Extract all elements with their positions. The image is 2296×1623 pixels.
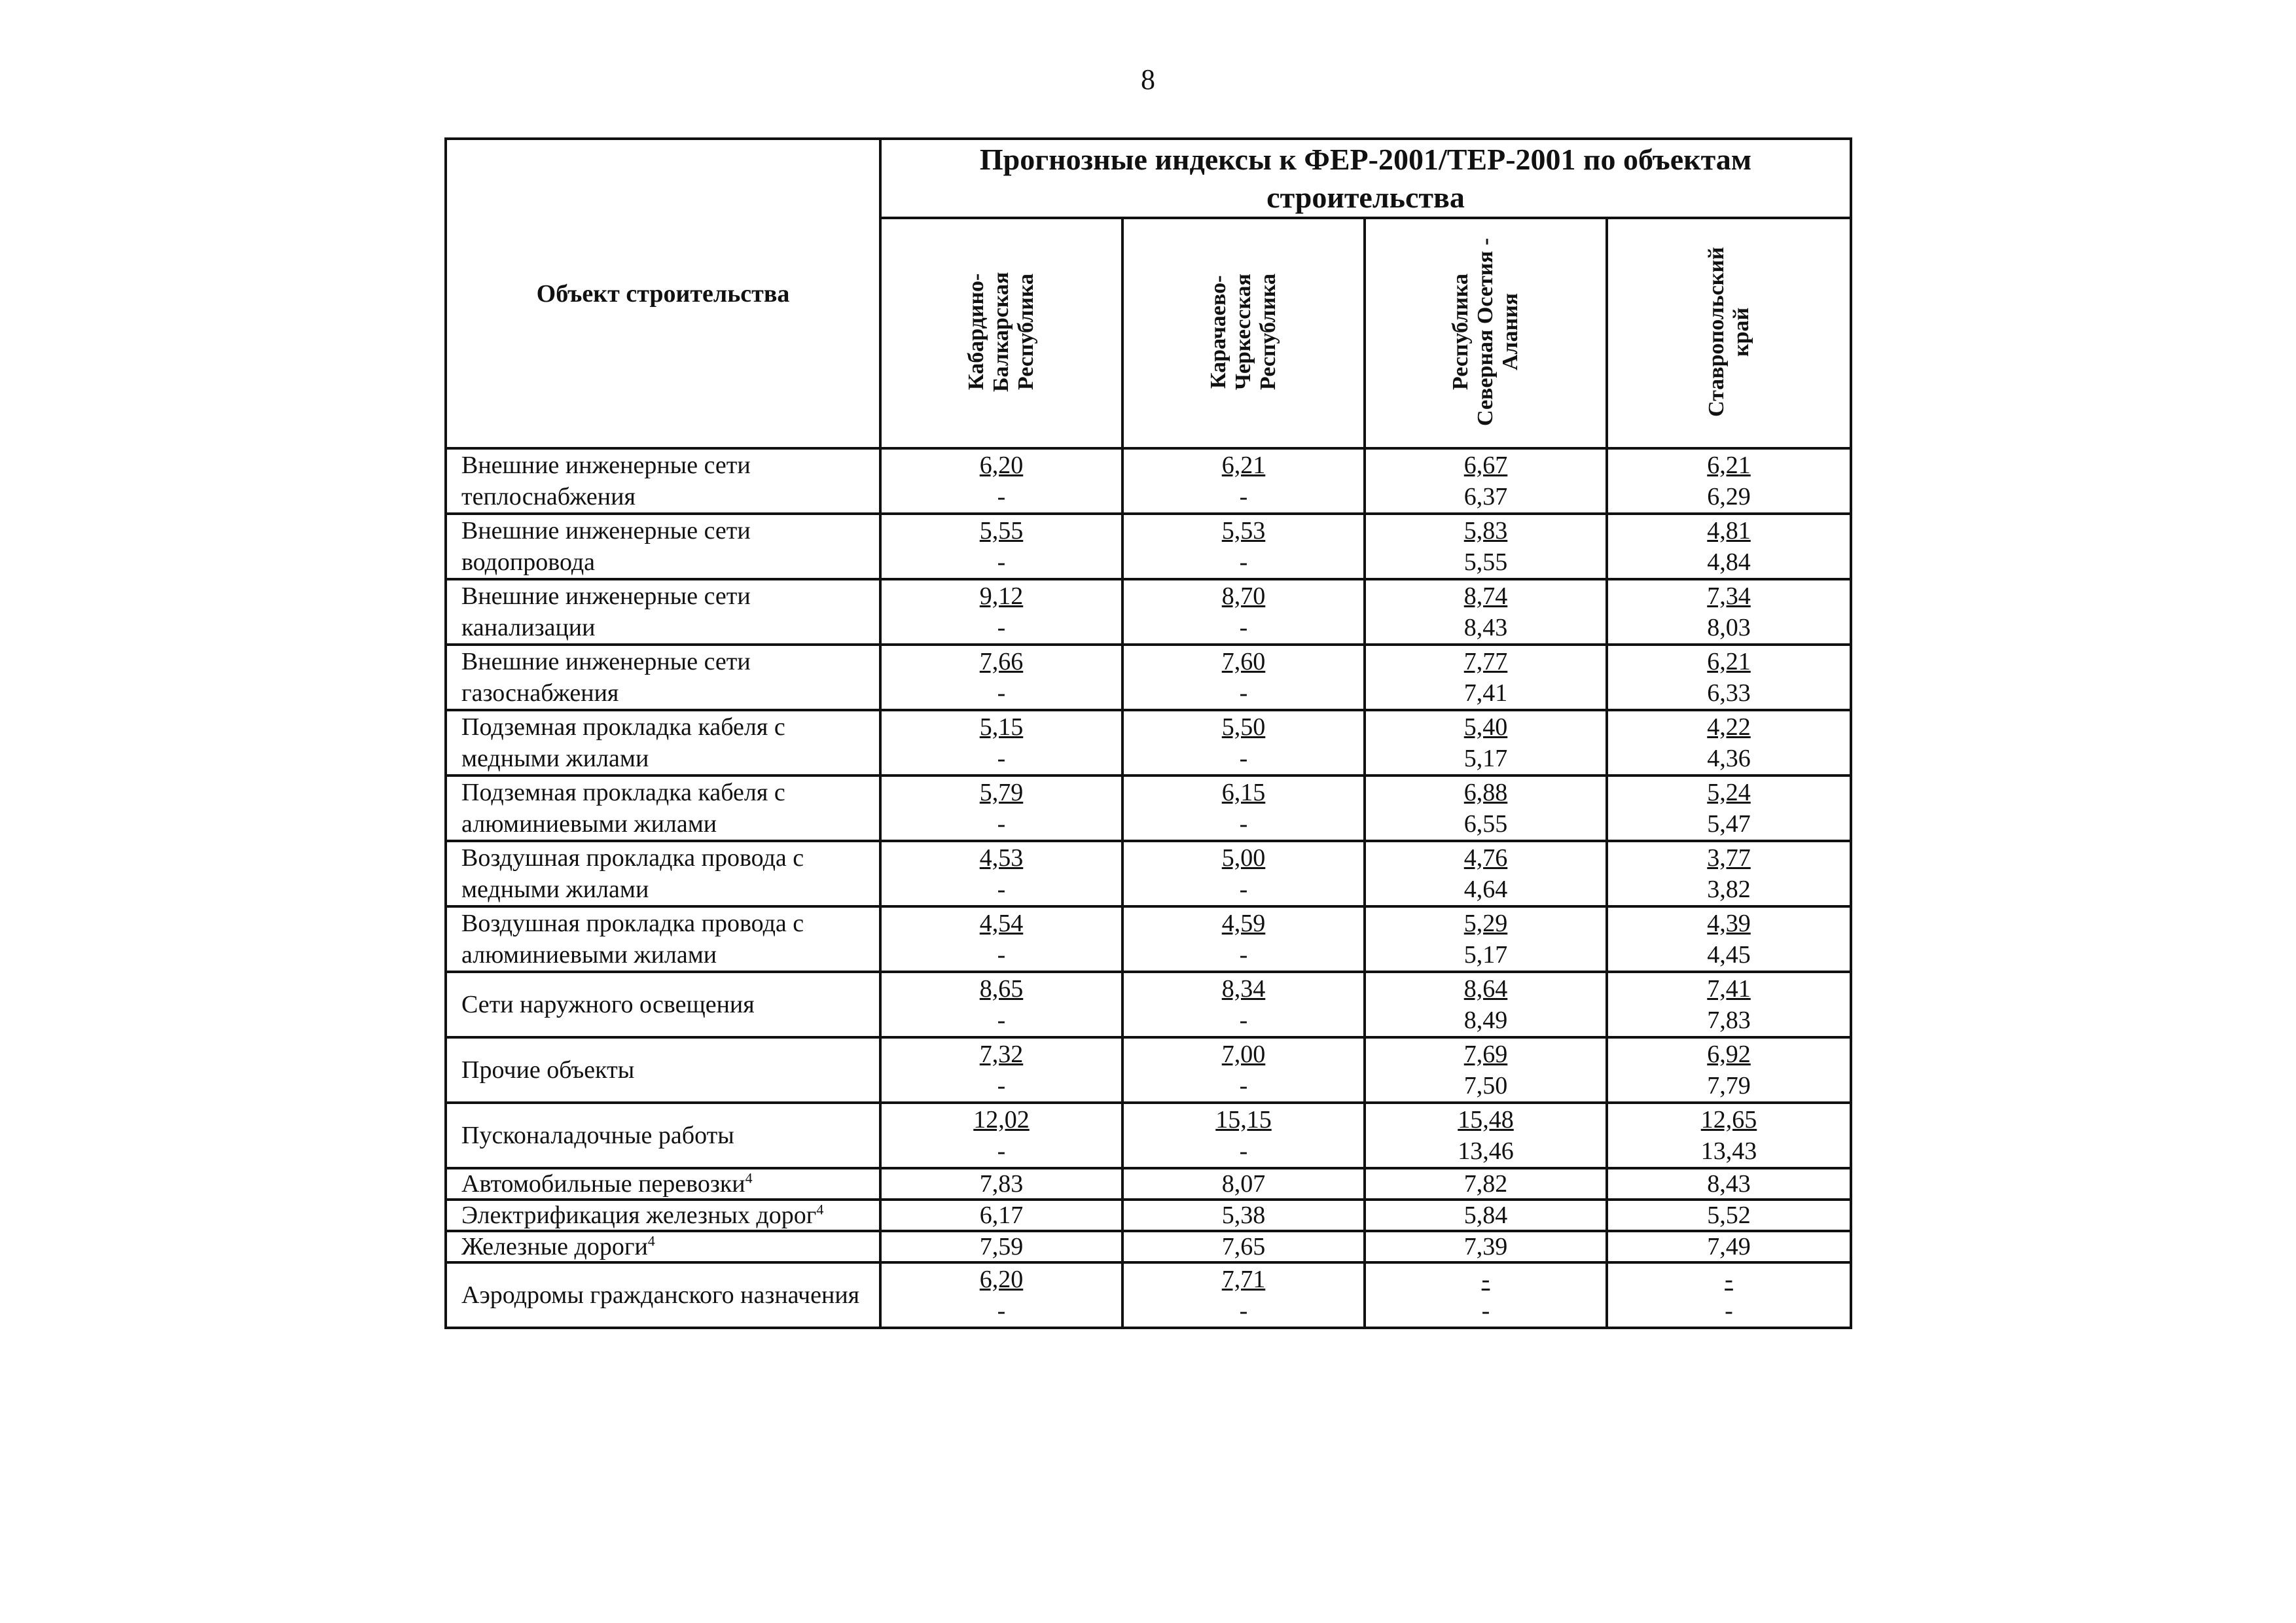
object-name-cell: Прочие объекты xyxy=(446,1037,880,1103)
index-value-cell xyxy=(1122,972,1365,1037)
index-value-cell xyxy=(880,514,1122,579)
federal-index-value: 4,39 xyxy=(1707,910,1751,937)
territorial-index-value: 7,79 xyxy=(1707,1072,1751,1099)
index-value-cell xyxy=(1122,776,1365,841)
territorial-index-value: - xyxy=(1239,1137,1248,1165)
territorial-index-value: - xyxy=(997,745,1006,772)
federal-index-value: 5,83 xyxy=(1463,517,1508,544)
table-row xyxy=(446,776,1851,841)
federal-index-value: 7,77 xyxy=(1463,648,1508,675)
territorial-index-value: - xyxy=(997,679,1006,707)
table-row xyxy=(446,906,1851,972)
federal-index-value: 5,50 xyxy=(1221,713,1266,741)
territorial-index-value: - xyxy=(1239,876,1248,903)
index-value-cell: 7,83 xyxy=(880,1168,1122,1200)
index-value-cell: 5,52 xyxy=(1607,1200,1851,1231)
forecast-indices-header: Прогнозные индексы к ФЕР-2001/ТЕР-2001 по объектам строительства xyxy=(880,139,1851,218)
table-row xyxy=(446,514,1851,579)
index-value-cell xyxy=(1607,841,1851,906)
territorial-index-value: - xyxy=(1239,679,1248,707)
index-value-cell xyxy=(880,710,1122,776)
federal-index-value: 15,48 xyxy=(1458,1106,1514,1133)
object-name-cell: Внешние инженерные сети канализации xyxy=(446,579,880,645)
index-value-cell xyxy=(1122,1037,1365,1103)
territorial-index-value: - xyxy=(1239,548,1248,576)
index-value-cell xyxy=(1365,776,1607,841)
index-value-cell xyxy=(1365,906,1607,972)
object-name-cell: Воздушная прокладка провода с алюминиевыми жилами xyxy=(446,906,880,972)
table-row xyxy=(446,841,1851,906)
region-header: Кабардино-Балкарская Республика xyxy=(880,218,1122,448)
territorial-index-value: - xyxy=(1239,745,1248,772)
index-value-cell xyxy=(1365,645,1607,710)
index-value-cell xyxy=(880,579,1122,645)
federal-index-value: 6,67 xyxy=(1463,452,1508,479)
federal-index-value: 6,20 xyxy=(979,452,1024,479)
table-row xyxy=(446,579,1851,645)
territorial-index-value: 6,37 xyxy=(1463,483,1508,510)
index-value-cell xyxy=(1607,448,1851,514)
territorial-index-value: - xyxy=(1239,1007,1248,1034)
territorial-index-value: - xyxy=(997,1297,1006,1325)
federal-index-value: - xyxy=(1725,1266,1733,1293)
object-name-cell: Воздушная прокладка провода с медными жилами xyxy=(446,841,880,906)
territorial-index-value: - xyxy=(1239,1072,1248,1099)
territorial-index-value: - xyxy=(997,483,1006,510)
object-name-cell: Сети наружного освещения xyxy=(446,972,880,1037)
federal-index-value: 8,34 xyxy=(1221,975,1266,1003)
territorial-index-value: 5,55 xyxy=(1463,548,1508,576)
index-value-cell xyxy=(1122,710,1365,776)
federal-index-value: 6,21 xyxy=(1707,648,1751,675)
index-value-cell: 5,38 xyxy=(1122,1200,1365,1231)
federal-index-value: 6,20 xyxy=(979,1266,1024,1293)
index-value-cell xyxy=(1607,972,1851,1037)
index-value-cell: 7,49 xyxy=(1607,1231,1851,1262)
index-value-cell xyxy=(1607,906,1851,972)
federal-index-value: 5,79 xyxy=(979,779,1024,806)
federal-index-value: 7,41 xyxy=(1707,975,1751,1003)
federal-index-value: 5,00 xyxy=(1221,844,1266,872)
federal-index-value: 3,77 xyxy=(1707,844,1751,872)
federal-index-value: 8,74 xyxy=(1463,582,1508,610)
territorial-index-value: 5,17 xyxy=(1463,745,1508,772)
territorial-index-value: 7,50 xyxy=(1463,1072,1508,1099)
table-row xyxy=(446,1037,1851,1103)
territorial-index-value: - xyxy=(997,614,1006,641)
table-row xyxy=(446,972,1851,1037)
index-value-cell: 7,59 xyxy=(880,1231,1122,1262)
index-value-cell xyxy=(1607,776,1851,841)
table-row xyxy=(446,645,1851,710)
territorial-index-value: - xyxy=(1725,1297,1733,1325)
index-value-cell xyxy=(1365,972,1607,1037)
federal-index-value: 6,88 xyxy=(1463,779,1508,806)
object-name-cell: Пусконаладочные работы xyxy=(446,1103,880,1168)
index-value-cell xyxy=(880,906,1122,972)
federal-index-value: 5,53 xyxy=(1221,517,1266,544)
territorial-index-value: - xyxy=(1239,810,1248,838)
index-value-cell: 8,43 xyxy=(1607,1168,1851,1200)
table-row xyxy=(446,1262,1851,1328)
territorial-index-value: 8,03 xyxy=(1707,614,1751,641)
index-value-cell: 7,39 xyxy=(1365,1231,1607,1262)
federal-index-value: 4,59 xyxy=(1221,910,1266,937)
index-value-cell xyxy=(1365,1037,1607,1103)
territorial-index-value: - xyxy=(1239,614,1248,641)
territorial-index-value: 4,64 xyxy=(1463,876,1508,903)
object-name-cell: Аэродромы гражданского назначения xyxy=(446,1262,880,1328)
index-value-cell xyxy=(880,776,1122,841)
territorial-index-value: - xyxy=(997,548,1006,576)
federal-index-value: 8,65 xyxy=(979,975,1024,1003)
territorial-index-value: 4,36 xyxy=(1707,745,1751,772)
federal-index-value: 7,71 xyxy=(1221,1266,1266,1293)
federal-index-value: 8,70 xyxy=(1221,582,1266,610)
federal-index-value: 7,00 xyxy=(1221,1041,1266,1068)
index-value-cell xyxy=(1607,579,1851,645)
table-row xyxy=(446,1200,1851,1231)
territorial-index-value: 5,17 xyxy=(1463,941,1508,969)
index-value-cell xyxy=(1607,710,1851,776)
object-name-cell: Подземная прокладка кабеля с алюминиевыми жилами xyxy=(446,776,880,841)
index-value-cell xyxy=(880,972,1122,1037)
federal-index-value: 4,76 xyxy=(1463,844,1508,872)
index-value-cell xyxy=(1607,1037,1851,1103)
federal-index-value: 7,60 xyxy=(1221,648,1266,675)
territorial-index-value: - xyxy=(997,941,1006,969)
federal-index-value: 8,64 xyxy=(1463,975,1508,1003)
territorial-index-value: - xyxy=(997,876,1006,903)
index-value-cell xyxy=(1365,1262,1607,1328)
territorial-index-value: 13,46 xyxy=(1458,1137,1514,1165)
territorial-index-value: 5,47 xyxy=(1707,810,1751,838)
object-name-cell: Электрификация железных дорог$^4$ xyxy=(446,1200,880,1231)
index-value-cell xyxy=(880,841,1122,906)
federal-index-value: 6,15 xyxy=(1221,779,1266,806)
territorial-index-value: - xyxy=(997,1072,1006,1099)
territorial-index-value: 6,55 xyxy=(1463,810,1508,838)
federal-index-value: 5,40 xyxy=(1463,713,1508,741)
index-value-cell xyxy=(880,1103,1122,1168)
federal-index-value: 9,12 xyxy=(979,582,1024,610)
federal-index-value: 4,54 xyxy=(979,910,1024,937)
federal-index-value: 7,34 xyxy=(1707,582,1751,610)
index-value-cell: 7,65 xyxy=(1122,1231,1365,1262)
territorial-index-value: - xyxy=(1239,1297,1248,1325)
territorial-index-value: 8,49 xyxy=(1463,1007,1508,1034)
index-value-cell xyxy=(1365,448,1607,514)
territorial-index-value: 6,33 xyxy=(1707,679,1751,707)
index-value-cell xyxy=(1365,710,1607,776)
federal-index-value: 4,81 xyxy=(1707,517,1751,544)
table-row xyxy=(446,1231,1851,1262)
object-name-cell: Автомобильные перевозки$^4$ xyxy=(446,1168,880,1200)
territorial-index-value: 4,45 xyxy=(1707,941,1751,969)
territorial-index-value: 7,41 xyxy=(1463,679,1508,707)
territorial-index-value: 8,43 xyxy=(1463,614,1508,641)
region-header: Карачаево-Черкесская Республика xyxy=(1122,218,1365,448)
index-value-cell: 5,84 xyxy=(1365,1200,1607,1231)
territorial-index-value: 6,29 xyxy=(1707,483,1751,510)
table-row xyxy=(446,1168,1851,1200)
federal-index-value: 7,66 xyxy=(979,648,1024,675)
territorial-index-value: - xyxy=(1239,941,1248,969)
territorial-index-value: 4,84 xyxy=(1707,548,1751,576)
index-value-cell xyxy=(1122,1262,1365,1328)
federal-index-value: 4,22 xyxy=(1707,713,1751,741)
federal-index-value: 6,92 xyxy=(1707,1041,1751,1068)
federal-index-value: 4,53 xyxy=(979,844,1024,872)
index-value-cell xyxy=(880,1262,1122,1328)
index-value-cell xyxy=(1122,579,1365,645)
object-name-cell: Внешние инженерные сети газоснабжения xyxy=(446,645,880,710)
index-value-cell: 6,17 xyxy=(880,1200,1122,1231)
index-value-cell xyxy=(1607,1262,1851,1328)
index-value-cell xyxy=(1365,514,1607,579)
federal-index-value: 12,65 xyxy=(1700,1106,1757,1133)
territorial-index-value: - xyxy=(1481,1297,1490,1325)
territorial-index-value: - xyxy=(997,810,1006,838)
territorial-index-value: - xyxy=(997,1137,1006,1165)
federal-index-value: 5,29 xyxy=(1463,910,1508,937)
table-row xyxy=(446,1103,1851,1168)
index-value-cell xyxy=(1122,645,1365,710)
object-name-cell: Железные дороги$^4$ xyxy=(446,1231,880,1262)
index-value-cell xyxy=(1122,514,1365,579)
federal-index-value: 7,32 xyxy=(979,1041,1024,1068)
object-name-cell: Внешние инженерные сети водопровода xyxy=(446,514,880,579)
footnote-marker: 4 xyxy=(647,1232,655,1249)
federal-index-value: 7,69 xyxy=(1463,1041,1508,1068)
territorial-index-value: 7,83 xyxy=(1707,1007,1751,1034)
footnote-marker: 4 xyxy=(816,1201,824,1218)
federal-index-value: 5,24 xyxy=(1707,779,1751,806)
federal-index-value: 5,55 xyxy=(979,517,1024,544)
footnote-marker: 4 xyxy=(745,1169,753,1186)
index-value-cell xyxy=(1607,645,1851,710)
federal-index-value: - xyxy=(1481,1266,1490,1293)
index-value-cell: 7,82 xyxy=(1365,1168,1607,1200)
territorial-index-value: - xyxy=(1239,483,1248,510)
index-value-cell xyxy=(880,645,1122,710)
index-value-cell xyxy=(1365,579,1607,645)
federal-index-value: 12,02 xyxy=(973,1106,1030,1133)
table-row xyxy=(446,448,1851,514)
territorial-index-value: 3,82 xyxy=(1707,876,1751,903)
object-name-cell: Внешние инженерные сети теплоснабжения xyxy=(446,448,880,514)
index-value-cell xyxy=(1365,1103,1607,1168)
federal-index-value: 6,21 xyxy=(1707,452,1751,479)
index-value-cell xyxy=(880,1037,1122,1103)
index-value-cell xyxy=(880,448,1122,514)
region-header: Республика Северная Осетия - Алания xyxy=(1365,218,1607,448)
index-value-cell: 8,07 xyxy=(1122,1168,1365,1200)
region-header: Ставропольский край xyxy=(1607,218,1851,448)
index-value-cell xyxy=(1122,841,1365,906)
object-column-header: Объект строительства xyxy=(446,139,880,448)
index-value-cell xyxy=(1365,841,1607,906)
index-value-cell xyxy=(1607,514,1851,579)
territorial-index-value: - xyxy=(997,1007,1006,1034)
federal-index-value: 6,21 xyxy=(1221,452,1266,479)
territorial-index-value: 13,43 xyxy=(1700,1137,1757,1165)
federal-index-value: 5,15 xyxy=(979,713,1024,741)
object-name-cell: Подземная прокладка кабеля с медными жилами xyxy=(446,710,880,776)
page-number: 8 xyxy=(1141,63,1155,96)
table-row xyxy=(446,710,1851,776)
index-table xyxy=(444,137,1852,1329)
index-value-cell xyxy=(1607,1103,1851,1168)
index-value-cell xyxy=(1122,906,1365,972)
federal-index-value: 15,15 xyxy=(1215,1106,1272,1133)
index-value-cell xyxy=(1122,1103,1365,1168)
index-value-cell xyxy=(1122,448,1365,514)
